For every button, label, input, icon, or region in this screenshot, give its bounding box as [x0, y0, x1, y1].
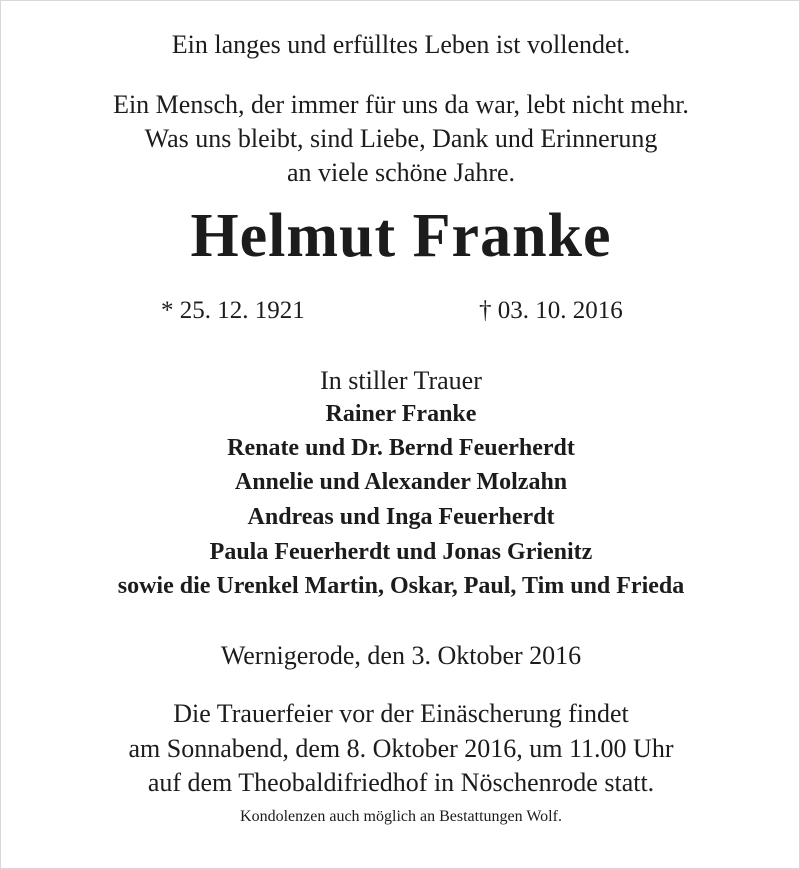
ceremony-line-1: Die Trauerfeier vor der Einäscherung findet: [173, 699, 629, 728]
ceremony-line-3: auf dem Theobaldifriedhof in Nöschenrode statt.: [147, 768, 655, 797]
mourner-name: Paula Feuerherdt und Jonas Grienitz: [209, 539, 593, 565]
mourner-name: sowie die Urenkel Martin, Oskar, Paul, Tim und Frieda: [117, 573, 685, 599]
mourning-heading: In stiller Trauer: [320, 366, 482, 395]
intro-line-3: Was uns bleibt, sind Liebe, Dank und Erinnerung: [144, 124, 658, 153]
mourner-name: Andreas und Inga Feuerherdt: [247, 504, 555, 530]
deceased-name: Helmut Franke: [190, 202, 612, 270]
mourner-name: Annelie und Alexander Molzahn: [234, 469, 568, 495]
place-date: Wernigerode, den 3. Oktober 2016: [220, 641, 582, 670]
condolence-note: Kondolenzen auch möglich an Bestattungen Wolf.: [240, 808, 562, 825]
birth-date: * 25. 12. 1921: [161, 297, 305, 324]
intro-line-2: Ein Mensch, der immer für uns da war, lebt nicht mehr.: [113, 90, 689, 119]
mourner-name: Rainer Franke: [325, 401, 477, 427]
death-date: † 03. 10. 2016: [479, 297, 623, 324]
intro-line-1: Ein langes und erfülltes Leben ist vollendet.: [171, 30, 631, 59]
mourner-name: Renate und Dr. Bernd Feuerherdt: [227, 435, 575, 461]
intro-line-4: an viele schöne Jahre.: [286, 158, 516, 187]
ceremony-line-2: am Sonnabend, dem 8. Oktober 2016, um 11.00 Uhr: [128, 734, 674, 763]
